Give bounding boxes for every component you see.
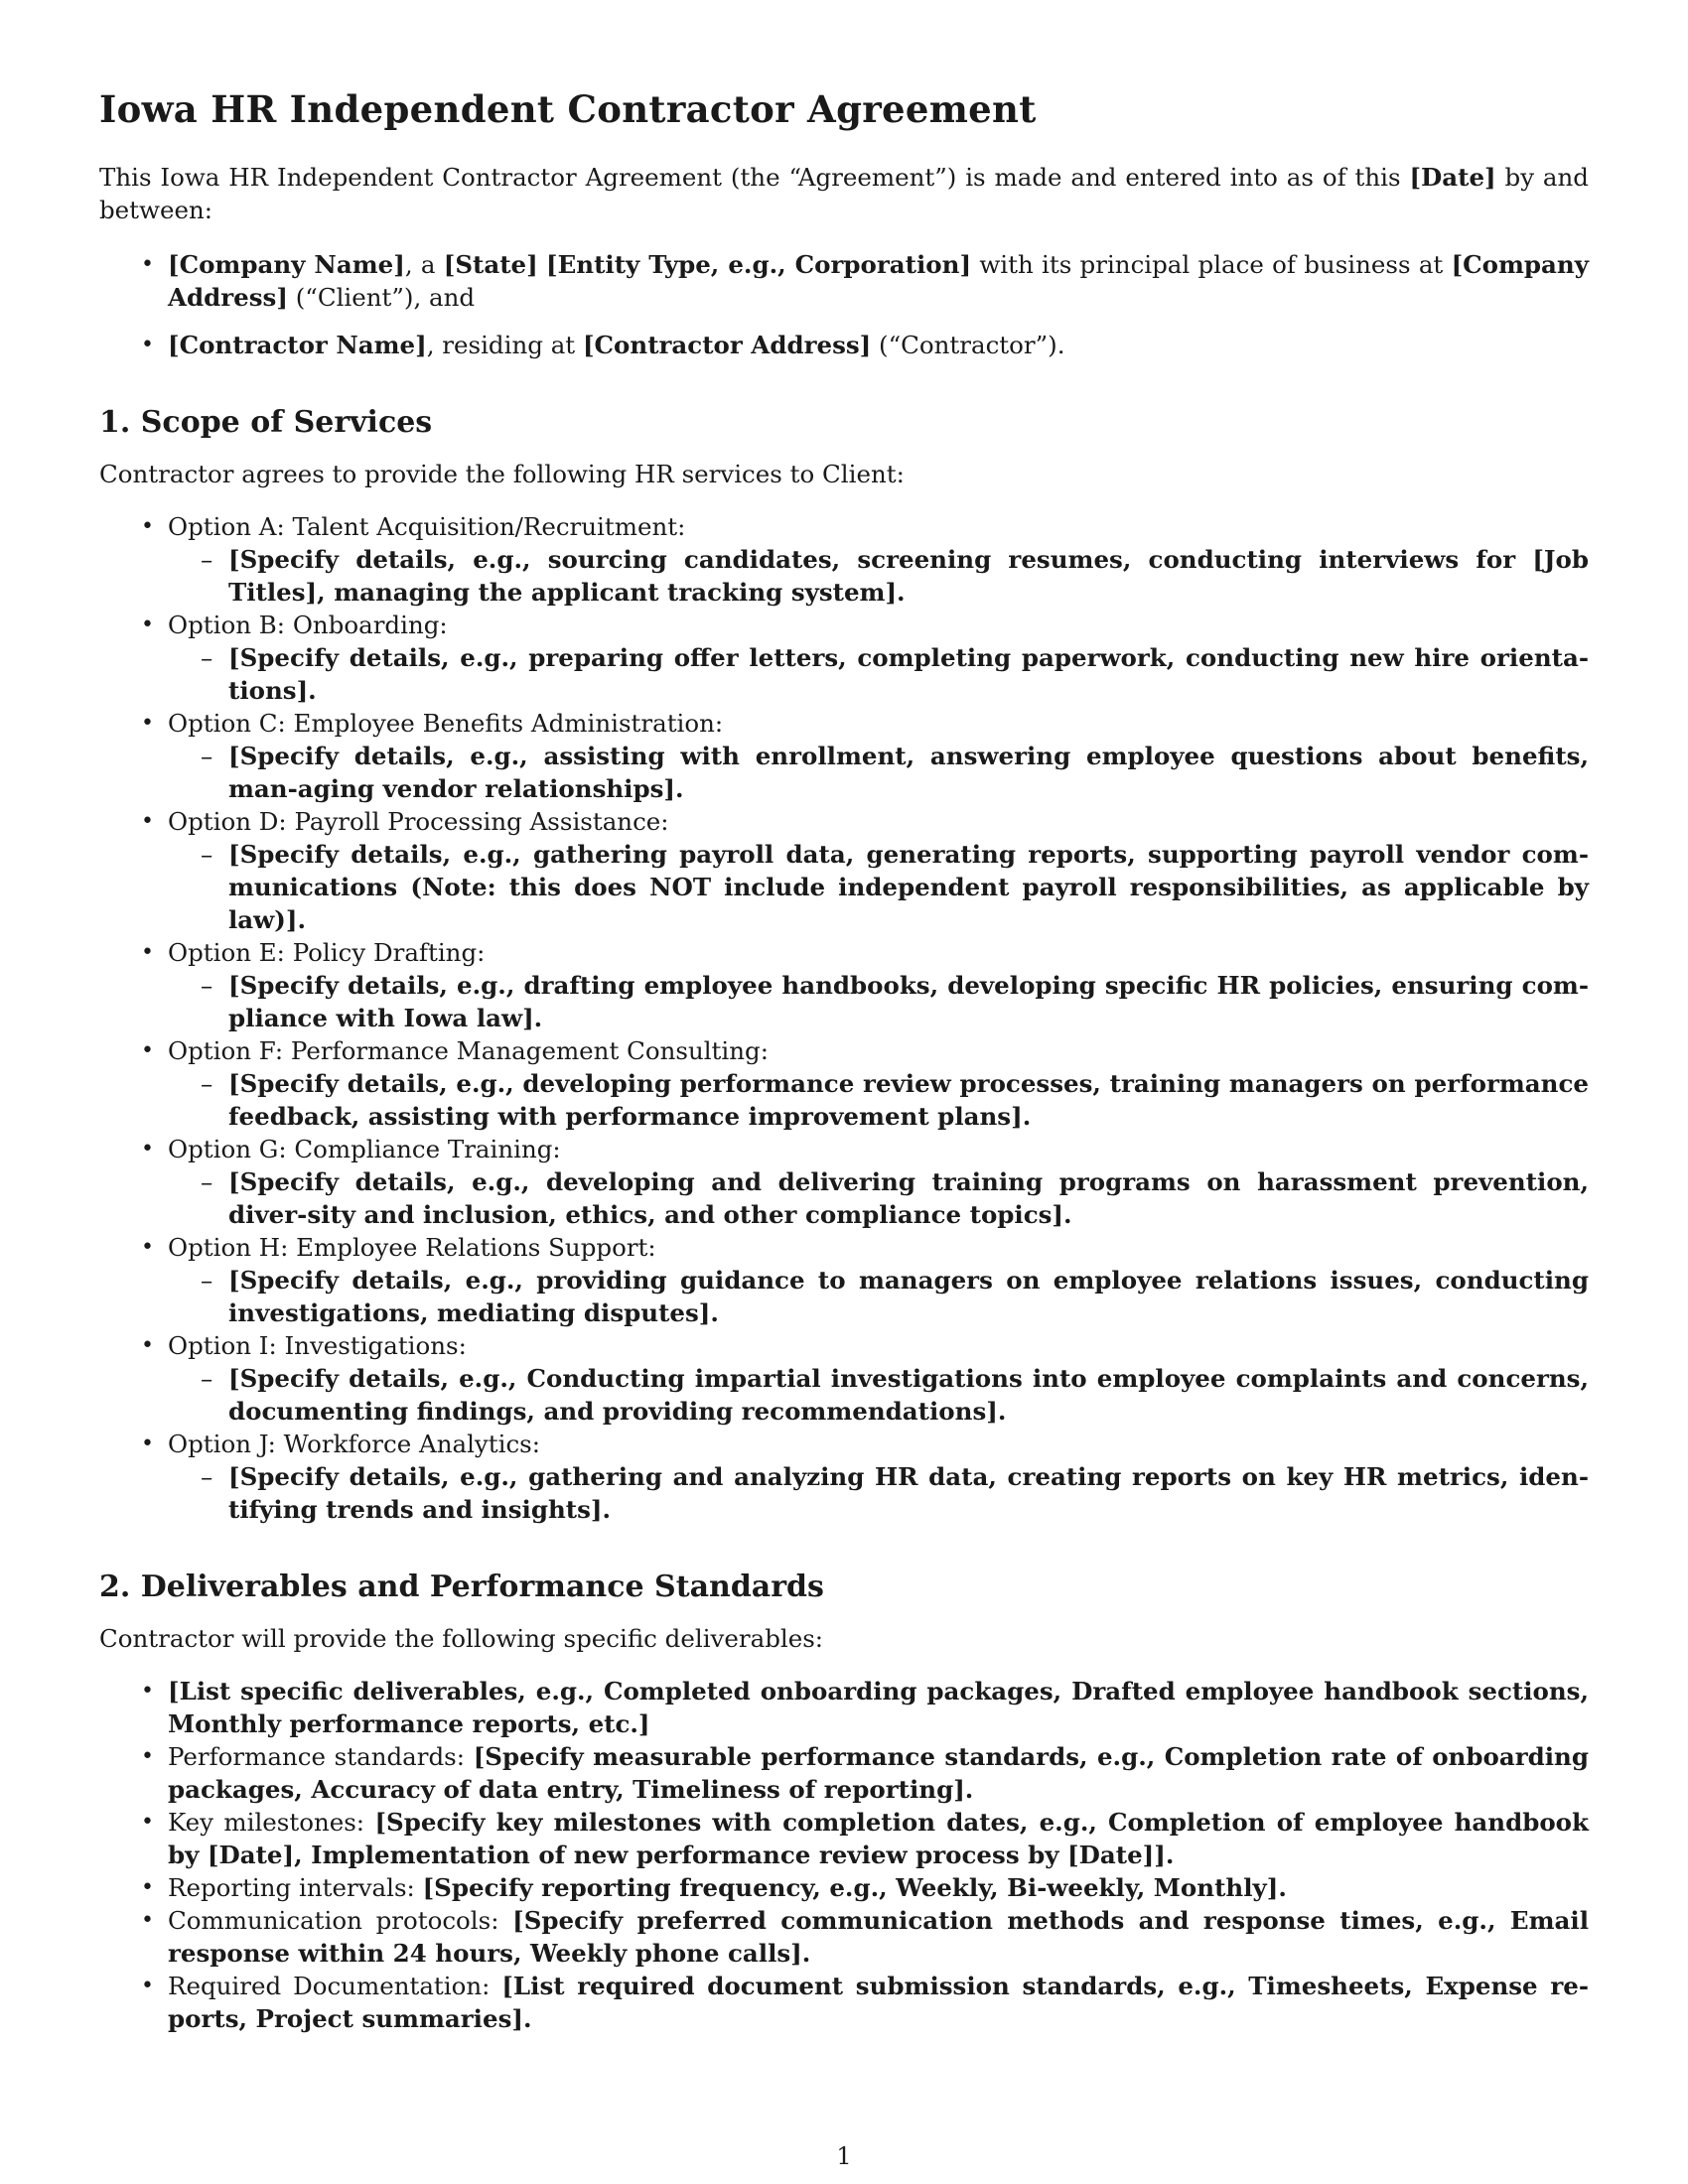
contractor-name-placeholder: [Contractor Name] [168, 331, 427, 359]
deliverable-item [99, 1675, 1589, 1740]
service-option-label: • Option F: Performance Management Consulting: [168, 1036, 769, 1065]
service-option-detail [99, 838, 1589, 936]
page-number: 1 [836, 2142, 852, 2170]
intro-text-end: by and between: [99, 163, 1589, 224]
document-title: Iowa HR Independent Contractor Agreement [99, 87, 1037, 131]
detail-placeholder: [Specify details, e.g., gathering payroll data, generating reports, supporting payroll vendor com-munications (Note: this does NOT include independent payroll responsibilities, as applicable by law)]. [228, 840, 1589, 934]
service-option [99, 510, 1589, 609]
deliverable-label: Required Documentation: [168, 1972, 502, 2000]
service-option-detail [99, 641, 1589, 707]
service-option-label: • Option I: Investigations: [168, 1331, 467, 1360]
service-option-label: • Option H: Employee Relations Support: [168, 1233, 656, 1262]
service-option-detail [99, 969, 1589, 1034]
deliverables-list [99, 1675, 1589, 2035]
text: , a [404, 250, 444, 279]
deliverable-label: Communication protocols: [168, 1906, 513, 1935]
service-option [99, 1231, 1589, 1329]
company-address-placeholder: [Company Address] [168, 250, 1589, 312]
service-option [99, 609, 1589, 707]
date-placeholder: [Date] [1409, 163, 1496, 192]
service-option [99, 1428, 1589, 1526]
document-page [99, 87, 1589, 2035]
detail-placeholder: [Specify details, e.g., Conducting impartial investigations into employee complaints and concerns, documenting findings, and providing recommendations]. [228, 1364, 1589, 1426]
entity-type-placeholder: [Entity Type, e.g., Corporation] [546, 250, 972, 279]
service-option-detail [99, 1067, 1589, 1133]
parties-list [99, 248, 1589, 361]
service-option [99, 1329, 1589, 1428]
deliverable-item [99, 1806, 1589, 1871]
state-placeholder: [State] [443, 250, 538, 279]
service-option [99, 936, 1589, 1034]
text: , residing at [426, 331, 583, 359]
detail-placeholder: [Specify details, e.g., developing performance review processes, training managers on performance feedback, assisting with performance improvement plans]. [228, 1069, 1589, 1131]
service-option-label: • Option J: Workforce Analytics: [168, 1430, 540, 1458]
deliverable-detail: [List required document submission standards, e.g., Timesheets, Expense re-ports, Project summaries]. [168, 1972, 1589, 2033]
detail-placeholder: [Specify details, e.g., preparing offer letters, completing paperwork, conducting new hire orienta-tions]. [228, 643, 1589, 705]
contractor-address-placeholder: [Contractor Address] [582, 331, 872, 359]
deliverable-detail: [Specify measurable performance standards, e.g., Completion rate of onboarding packages, Accuracy of data entry, Timeliness of reporting]. [168, 1742, 1589, 1804]
detail-placeholder: [Specify details, e.g., developing and delivering training programs on harassment prevention, diver-sity and inclusion, ethics, and other compliance topics]. [228, 1167, 1589, 1229]
detail-placeholder: [Specify details, e.g., drafting employee handbooks, developing specific HR policies, ensuring com-pliance with Iowa law]. [228, 971, 1589, 1032]
party-client [99, 248, 1589, 314]
service-option [99, 1133, 1589, 1231]
deliverable-label: Performance standards: [168, 1742, 474, 1771]
service-option-label: • Option E: Policy Drafting: [168, 938, 486, 967]
service-option [99, 805, 1589, 936]
deliverable-detail: [Specify key milestones with completion dates, e.g., Completion of employee handbook by [Date], Implementation of new performance review process by [Date]]. [168, 1808, 1589, 1869]
service-option [99, 707, 1589, 805]
detail-placeholder: [Specify details, e.g., assisting with enrollment, answering employee questions about benefits, man-aging vendor relationships]. [228, 742, 1589, 803]
detail-placeholder: [Specify details, e.g., providing guidance to managers on employee relations issues, conducting investigations, mediating disputes]. [228, 1266, 1589, 1327]
service-option-detail [99, 543, 1589, 609]
party-contractor [99, 329, 1589, 361]
intro-paragraph [99, 161, 1589, 226]
deliverable-item [99, 1904, 1589, 1970]
service-option-detail [99, 1165, 1589, 1231]
service-option [99, 1034, 1589, 1133]
deliverable-label: Key milestones: [168, 1808, 375, 1837]
service-option-label: • Option G: Compliance Training: [168, 1135, 561, 1163]
service-option-detail [99, 1264, 1589, 1329]
section-heading-scope: 1. Scope of Services [99, 405, 433, 440]
deliverable-label: Reporting intervals: [168, 1873, 423, 1902]
deliverable-detail: [List specific deliverables, e.g., Completed onboarding packages, Drafted employee handbook sections, Monthly performance reports, etc.] [168, 1677, 1589, 1738]
deliverable-item [99, 1740, 1589, 1806]
service-options-list [99, 510, 1589, 1526]
detail-placeholder: [Specify details, e.g., sourcing candidates, screening resumes, conducting interviews for [Job Titles], managing the applicant tracking system]. [228, 545, 1589, 607]
deliverable-item [99, 1871, 1589, 1904]
section-intro-deliverables: Contractor will provide the following specific deliverables: [99, 1624, 824, 1653]
deliverable-detail: [Specify preferred communication methods and response times, e.g., Email response within 24 hours, Weekly phone calls]. [168, 1906, 1589, 1968]
service-option-detail [99, 740, 1589, 805]
deliverable-detail: [Specify reporting frequency, e.g., Weekly, Bi-weekly, Monthly]. [422, 1873, 1287, 1902]
detail-placeholder: [Specify details, e.g., gathering and analyzing HR data, creating reports on key HR metrics, iden-tifying trends and insights]. [228, 1462, 1589, 1524]
company-name-placeholder: [Company Name] [168, 250, 405, 279]
service-option-label: • Option A: Talent Acquisition/Recruitment: [168, 512, 686, 541]
text: with its principal place of business at [971, 250, 1452, 279]
text: (“Contractor”). [871, 331, 1065, 359]
intro-text: This Iowa HR Independent Contractor Agreement (the “Agreement”) is made and entered into as of this [99, 163, 1410, 192]
service-option-label: • Option B: Onboarding: [168, 611, 448, 639]
service-option-detail [99, 1460, 1589, 1526]
text [538, 250, 546, 279]
service-option-label: • Option C: Employee Benefits Administration: [168, 709, 724, 738]
service-option-detail [99, 1362, 1589, 1428]
deliverable-item [99, 1970, 1589, 2035]
service-option-label: • Option D: Payroll Processing Assistance: [168, 807, 669, 836]
section-heading-deliverables: 2. Deliverables and Performance Standards [99, 1570, 824, 1604]
section-intro-scope: Contractor agrees to provide the following HR services to Client: [99, 460, 905, 488]
text: (“Client”), and [287, 283, 476, 312]
